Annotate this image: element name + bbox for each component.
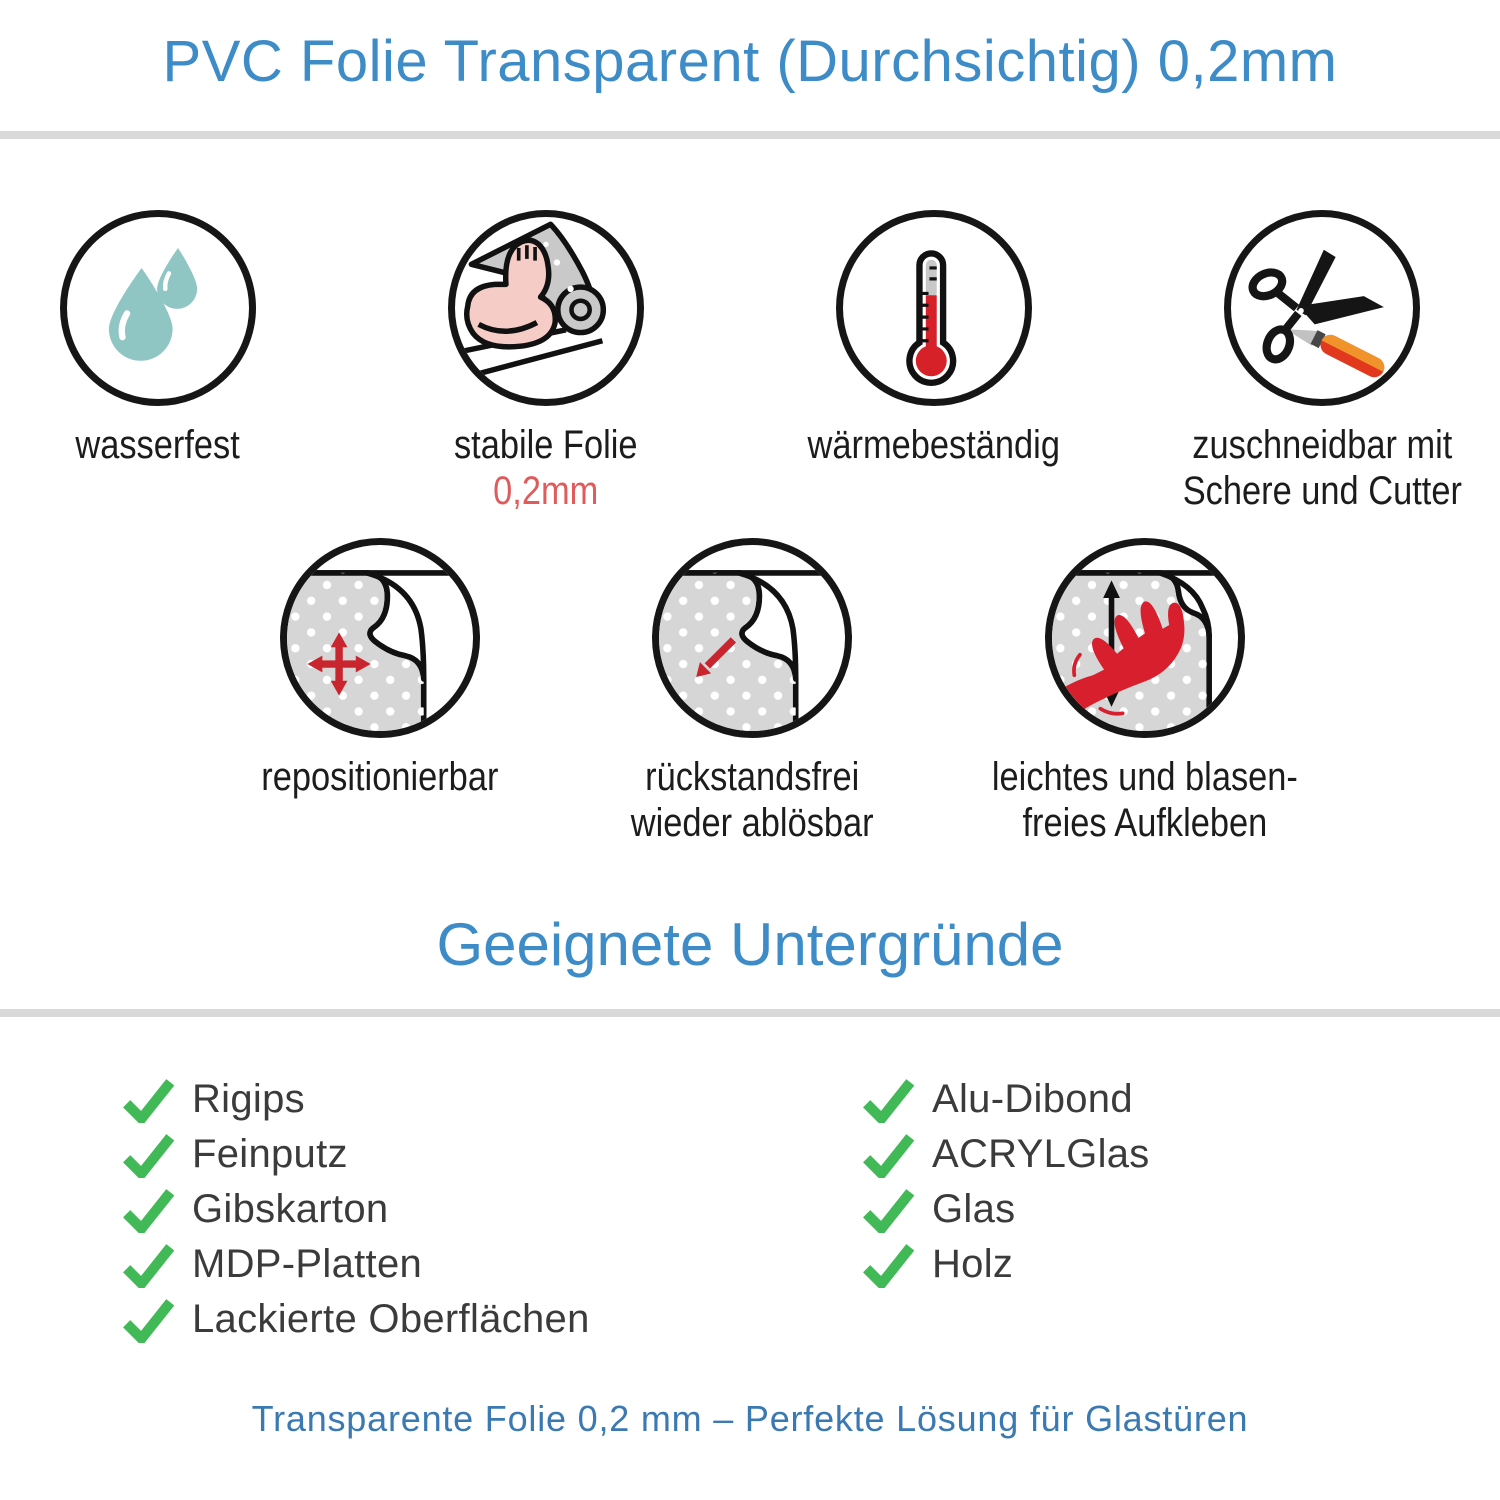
surfaces-list-right [862,1072,1150,1292]
feature-zuschneidbar [1172,210,1472,514]
check-icon [862,1132,914,1178]
icon-circle [280,538,480,738]
check-icon [122,1077,174,1123]
feature-label: wasserfest [75,423,241,467]
hand-smoothing-foil-icon [1052,545,1238,731]
feature-repositionierbar [230,538,530,800]
list-item: Holz [862,1237,1150,1292]
list-item: Alu-Dibond [862,1072,1150,1127]
feature-waermebestaendig [784,210,1084,468]
feature-label: rückstandsfrei wieder ablösbar [630,755,874,845]
check-icon [862,1187,914,1233]
icon-circle [1224,210,1420,406]
check-icon [122,1187,174,1233]
divider-bar [0,1009,1500,1017]
surfaces-list-left [122,1072,590,1347]
feature-label: stabile Folie 0,2mm [454,423,638,513]
surfaces-heading: Geeignete Untergründe [436,911,1064,978]
list-item: Gibskarton [122,1182,590,1237]
icon-circle [836,210,1032,406]
feature-label: repositionierbar [261,755,499,799]
icon-circle [448,210,644,406]
list-item: Rigips [122,1072,590,1127]
list-item: Glas [862,1182,1150,1237]
check-icon [122,1242,174,1288]
footer-tagline: Transparente Folie 0,2 mm – Perfekte Lösung für Glastüren [251,1398,1249,1439]
feature-stabile-folie [396,210,696,514]
feature-wasserfest [8,210,308,468]
feature-label: leichtes und blasen- freies Aufkleben [992,755,1298,845]
icon-circle [652,538,852,738]
thickness-value: 0,2mm [493,469,599,513]
check-icon [862,1242,914,1288]
list-item: MDP-Platten [122,1237,590,1292]
check-icon [122,1132,174,1178]
feature-label: zuschneidbar mit Schere und Cutter [1182,423,1462,513]
feature-rueckstandsfrei [602,538,902,846]
reposition-foil-move-arrows-icon [287,545,473,731]
scissors-cutter-icon [1231,217,1413,399]
icon-circle [60,210,256,406]
thermometer-icon [843,217,1025,399]
list-item: Lackierte Oberflächen [122,1292,590,1347]
check-icon [122,1297,174,1343]
list-item: Feinputz [122,1127,590,1182]
feature-blasenfreies-aufkleben [992,538,1298,846]
peel-off-foil-arrow-icon [659,545,845,731]
feature-label: wärmebeständig [807,423,1061,467]
icon-circle [1045,538,1245,738]
cutter-knife [1284,315,1388,381]
muscle-foil-roll-icon [455,217,637,399]
water-drops-icon [67,217,249,399]
check-icon [862,1077,914,1123]
page-title: PVC Folie Transparent (Durchsichtig) 0,2mm [162,29,1338,94]
list-item: ACRYLGlas [862,1127,1150,1182]
divider-bar [0,131,1500,139]
